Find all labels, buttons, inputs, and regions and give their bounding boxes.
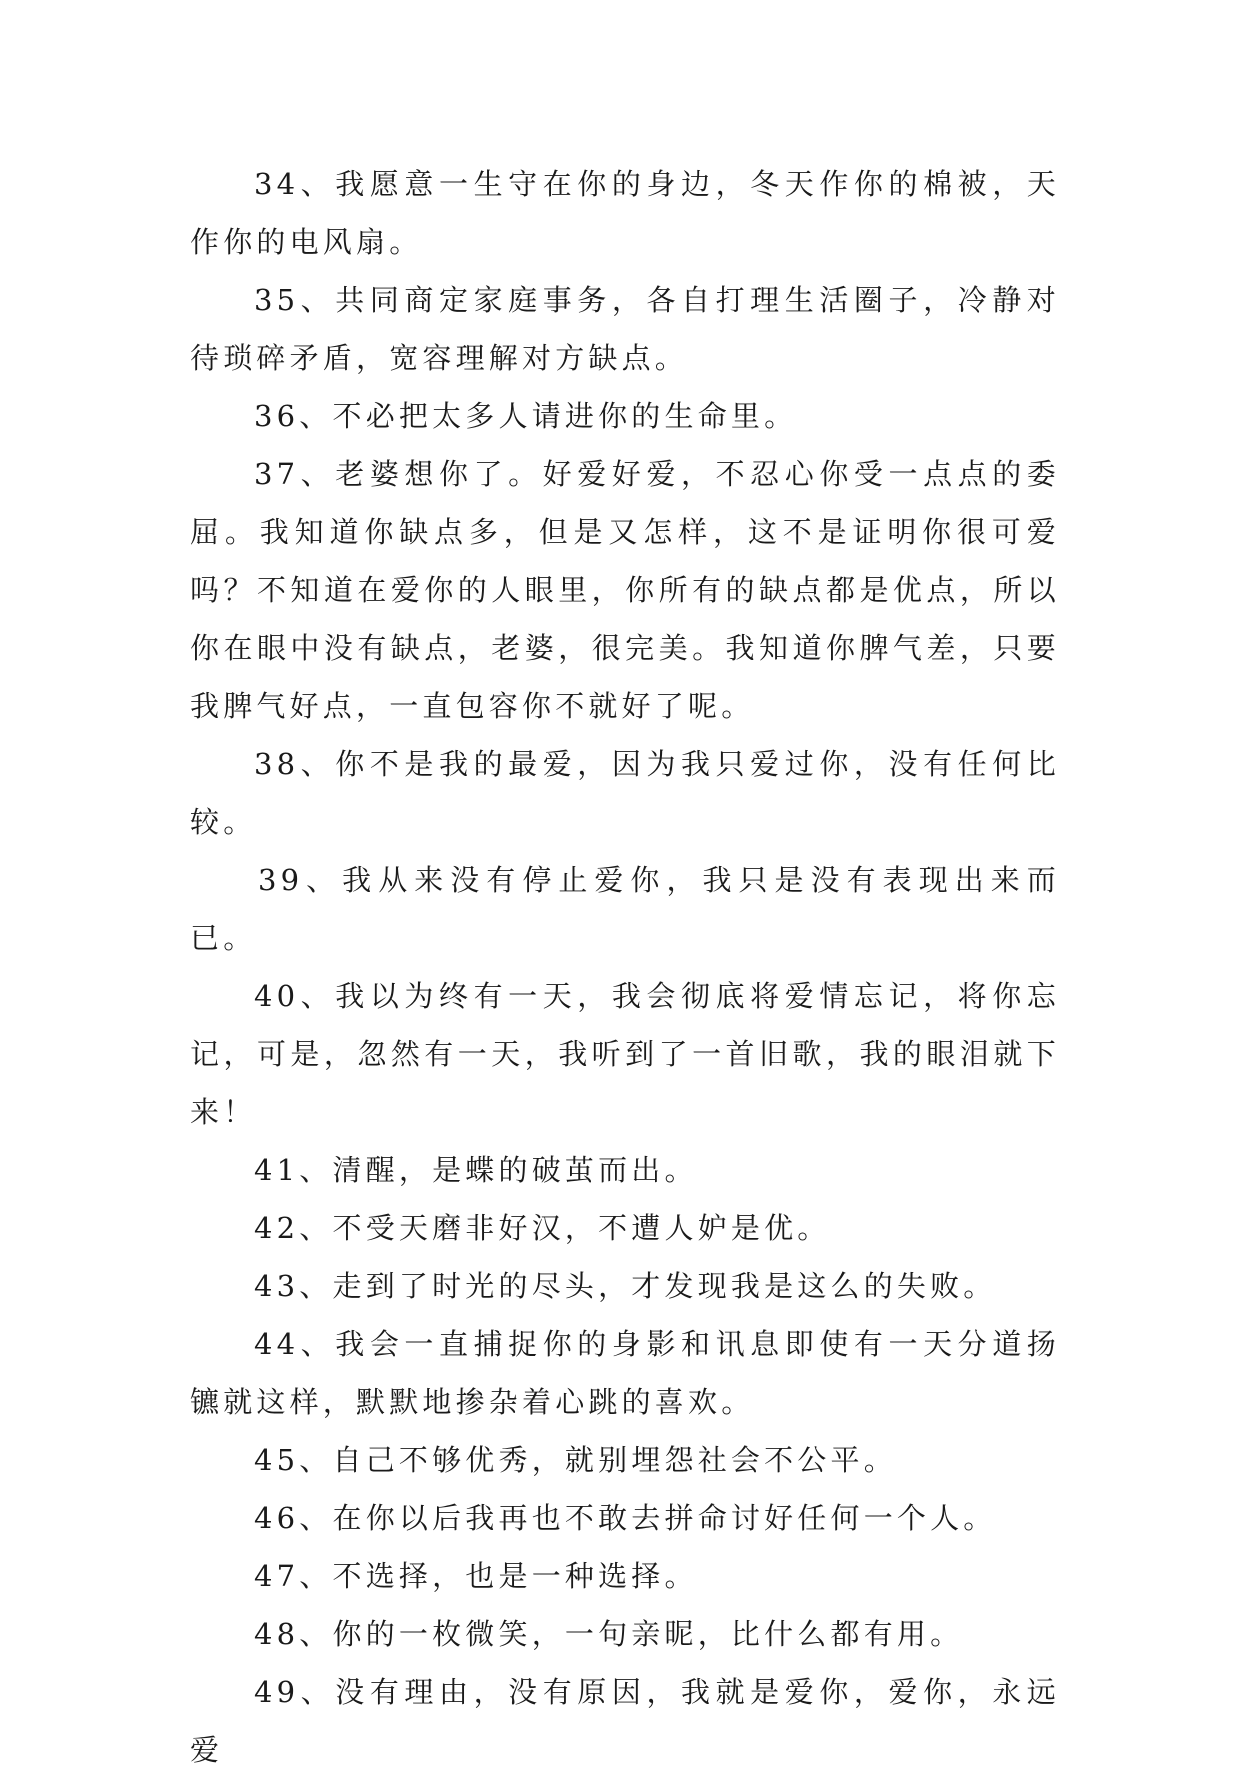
paragraph-42: 42、不受天磨非好汉，不遭人妒是优。: [254, 1211, 831, 1245]
paragraph-43: 43、走到了时光的尽头，才发现我是这么的失败。: [254, 1269, 997, 1303]
paragraph-44: 44、我会一直捕捉你的身影和讯息即使有一天分道扬镳就这样，默默地掺杂着心跳的喜欢。: [190, 1327, 1060, 1419]
document-body: [190, 155, 1060, 1779]
paragraph-45: 45、自己不够优秀，就别埋怨社会不公平。: [254, 1443, 897, 1477]
paragraph-35: 35、共同商定家庭事务，各自打理生活圈子，冷静对待琐碎矛盾，宽容理解对方缺点。: [190, 283, 1060, 375]
paragraph-39: 39、我从来没有停止爱你，我只是没有表现出来而已。: [190, 863, 1060, 955]
paragraph-41: 41、清醒，是蝶的破茧而出。: [254, 1153, 698, 1187]
paragraph-38: 38、你不是我的最爱，因为我只爱过你，没有任何比较。: [190, 747, 1060, 839]
paragraph-37: 37、老婆想你了。好爱好爱，不忍心你受一点点的委屈。我知道你缺点多，但是又怎样，这不是证明你很可爱吗？不知道在爱你的人眼里，你所有的缺点都是优点，所以你在眼中没有缺点，老婆，很完美。我知道你脾气差，只要我脾气好点，一直包容你不就好了呢。: [190, 457, 1060, 723]
paragraph-46: 46、在你以后我再也不敢去拼命讨好任何一个人。: [254, 1501, 997, 1535]
paragraph-34: 34、我愿意一生守在你的身边，冬天作你的棉被，天作你的电风扇。: [190, 167, 1060, 259]
paragraph-36: 36、不必把太多人请进你的生命里。: [254, 399, 798, 433]
paragraph-49: 49、没有理由，没有原因，我就是爱你，爱你，永远爱: [190, 1675, 1060, 1767]
paragraph-40: 40、我以为终有一天，我会彻底将爱情忘记，将你忘记，可是，忽然有一天，我听到了一首旧歌，我的眼泪就下来！: [190, 979, 1060, 1129]
paragraph-47: 47、不选择，也是一种选择。: [254, 1559, 698, 1593]
paragraph-48: 48、你的一枚微笑，一句亲昵，比什么都有用。: [254, 1617, 964, 1651]
